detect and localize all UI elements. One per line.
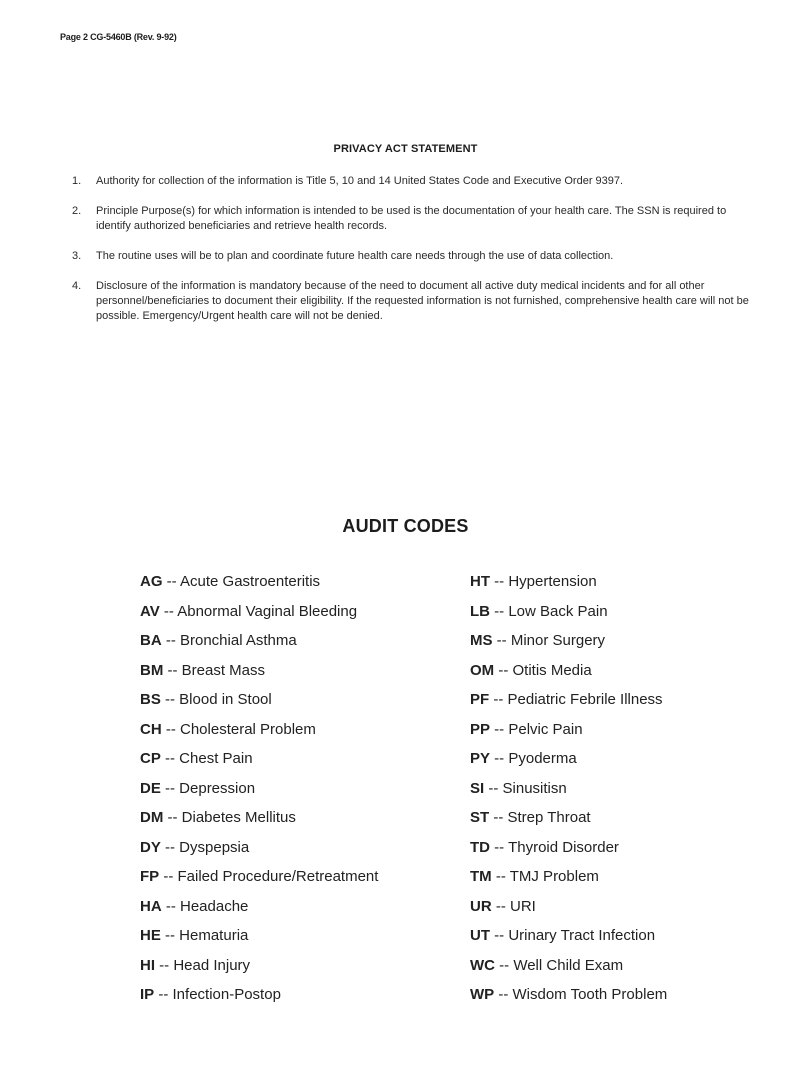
audit-code: PY [470,750,491,767]
audit-code: HI [140,956,155,974]
audit-code-description: Abnormal Vaginal Bleeding [177,602,358,620]
audit-code-entry [470,862,790,892]
audit-code-description: Depression [179,779,256,797]
audit-code-description: Infection-Postop [172,986,281,1003]
audit-code-separator: -- [494,661,513,679]
audit-code-entry [140,862,460,892]
audit-code-entry [140,951,460,981]
audit-code-entry [140,685,460,715]
audit-code: UT [470,927,490,944]
audit-code: BA [140,632,162,649]
audit-code: SI [470,779,485,797]
audit-code-description: URI [510,897,536,915]
audit-code: UR [470,897,492,915]
audit-code-entry [470,892,790,922]
audit-code-separator: -- [490,573,509,590]
audit-code-description: Well Child Exam [513,956,624,974]
audit-code-description: Headache [180,897,249,915]
privacy-item-text: The routine uses will be to plan and coordinate future health care needs through the use of data collection. [96,250,614,262]
privacy-item-text: Principle Purpose(s) for which information is intended to be used is the documentation of your health care. The SSN is required to identify authorized beneficiaries and retrieve health records. [96,205,727,232]
privacy-act-title: PRIVACY ACT STATEMENT [333,143,478,155]
audit-code-entry [140,715,460,745]
audit-code-separator: -- [160,838,180,856]
audit-code-separator: -- [155,956,174,974]
audit-code-separator: -- [161,632,180,649]
audit-code-description: Urinary Tract Infection [508,927,656,944]
audit-code-description: Thyroid Disorder [508,838,619,856]
audit-codes-left-column [140,567,460,1010]
audit-code-description: Blood in Stool [179,691,272,708]
audit-code: LB [470,602,490,620]
audit-code-entry [470,744,790,774]
audit-code: IP [140,986,155,1003]
audit-code-description: Failed Procedure/Retreatment [177,868,379,885]
audit-code: HT [470,573,490,590]
audit-code: ST [470,809,490,826]
audit-code-separator: -- [161,897,180,915]
audit-code-entry [140,774,460,804]
audit-code-separator: -- [160,927,180,944]
audit-code-description: Minor Surgery [510,632,606,649]
audit-code-entry [470,685,790,715]
audit-code-description: Breast Mass [181,661,266,679]
audit-code-separator: -- [161,720,180,738]
privacy-item-number: 2. [72,205,82,217]
audit-code-entry [470,951,790,981]
audit-code-description: Sinusitisn [502,779,567,797]
audit-code-description: Otitis Media [512,661,592,679]
privacy-item [72,249,752,264]
audit-code-description: Wisdom Tooth Problem [512,986,668,1003]
audit-code: PF [470,691,490,708]
audit-code-separator: -- [492,632,511,649]
audit-code: BM [140,661,164,679]
audit-code-separator: -- [489,809,508,826]
audit-code-entry [470,567,790,597]
audit-code-entry [470,597,790,627]
audit-code: HA [140,897,162,915]
privacy-item-number: 3. [72,250,82,262]
audit-code-description: TMJ Problem [509,868,599,885]
audit-code-separator: -- [160,750,180,767]
audit-code-separator: -- [490,602,509,620]
audit-code: PP [470,720,491,738]
audit-code-entry [470,803,790,833]
audit-code-description: Head Injury [173,956,251,974]
audit-code-description: Chest Pain [179,750,253,767]
privacy-item [72,174,752,189]
audit-code: CH [140,720,162,738]
audit-code-separator: -- [160,779,180,797]
audit-code-separator: -- [484,779,503,797]
audit-code-entry [470,626,790,656]
audit-codes-title: AUDIT CODES [342,516,469,536]
audit-code-description: Pediatric Febrile Illness [507,691,663,708]
audit-code: BS [140,691,161,708]
audit-code-description: Hypertension [508,573,597,590]
privacy-item-text: Disclosure of the information is mandatory because of the need to document all active duty medical incidents and for all other personnel/beneficiaries to document their eligibility. If the requested information is not furnished, comprehensive health care will not be possible. Emergency/Urgent health care will not be denied. [96,280,749,322]
audit-code-separator: -- [163,661,182,679]
audit-code-description: Acute Gastroenteritis [180,573,321,590]
audit-code-separator: -- [159,602,178,620]
audit-code: DE [140,779,161,797]
audit-code-entry [140,597,460,627]
audit-code-entry [470,774,790,804]
audit-code: DY [140,838,161,856]
audit-code-separator: -- [159,868,178,885]
audit-code-description: Strep Throat [507,809,591,826]
audit-code: MS [470,632,493,649]
audit-code-description: Pelvic Pain [508,720,583,738]
audit-code-entry [140,833,460,863]
audit-code-separator: -- [163,809,182,826]
audit-code-separator: -- [490,838,509,856]
privacy-item [72,204,752,234]
audit-code-description: Diabetes Mellitus [181,809,296,826]
audit-code-entry [140,803,460,833]
form-identifier: Page 2 CG-5460B (Rev. 9-92) [60,32,177,42]
audit-code-entry [470,980,790,1010]
audit-code-separator: -- [160,691,180,708]
audit-code-entry [140,656,460,686]
audit-code-description: Cholesteral Problem [180,720,316,738]
audit-code-separator: -- [491,868,510,885]
audit-code-entry [140,980,460,1010]
audit-code: TM [470,868,492,885]
privacy-item-text: Authority for collection of the information is Title 5, 10 and 14 United States Code and Executive Order 9397. [96,175,624,187]
audit-codes-right-column [470,567,790,1010]
privacy-item-number: 1. [72,175,82,187]
audit-code-separator: -- [490,750,509,767]
audit-code-separator: -- [491,897,510,915]
audit-code-entry [140,626,460,656]
privacy-item-number: 4. [72,280,82,292]
audit-code-separator: -- [154,986,173,1003]
audit-code-description: Dyspepsia [179,838,250,856]
audit-code-description: Hematuria [179,927,249,944]
audit-code-entry [470,715,790,745]
audit-code: CP [140,750,161,767]
audit-code: AV [140,602,160,620]
audit-code-separator: -- [490,927,509,944]
audit-code: FP [140,868,160,885]
audit-code-description: Pyoderma [508,750,577,767]
audit-code-separator: -- [495,956,514,974]
audit-code-entry [470,656,790,686]
privacy-act-list [72,174,752,339]
audit-code-separator: -- [490,720,509,738]
privacy-item [72,279,752,324]
audit-code-description: Low Back Pain [508,602,608,620]
audit-code: WC [470,956,495,974]
audit-code-separator: -- [162,573,180,590]
audit-code: HE [140,927,161,944]
audit-code: WP [470,986,495,1003]
audit-code-entry [140,744,460,774]
audit-code-entry [470,921,790,951]
audit-code-description: Bronchial Asthma [180,632,297,649]
audit-code: DM [140,809,164,826]
audit-code: AG [140,573,163,590]
audit-code-separator: -- [494,986,513,1003]
audit-code-entry [140,892,460,922]
audit-code-separator: -- [489,691,508,708]
audit-code-entry [140,921,460,951]
audit-code: OM [470,661,495,679]
audit-code: TD [470,838,490,856]
audit-code-entry [470,833,790,863]
audit-code-entry [140,567,460,597]
